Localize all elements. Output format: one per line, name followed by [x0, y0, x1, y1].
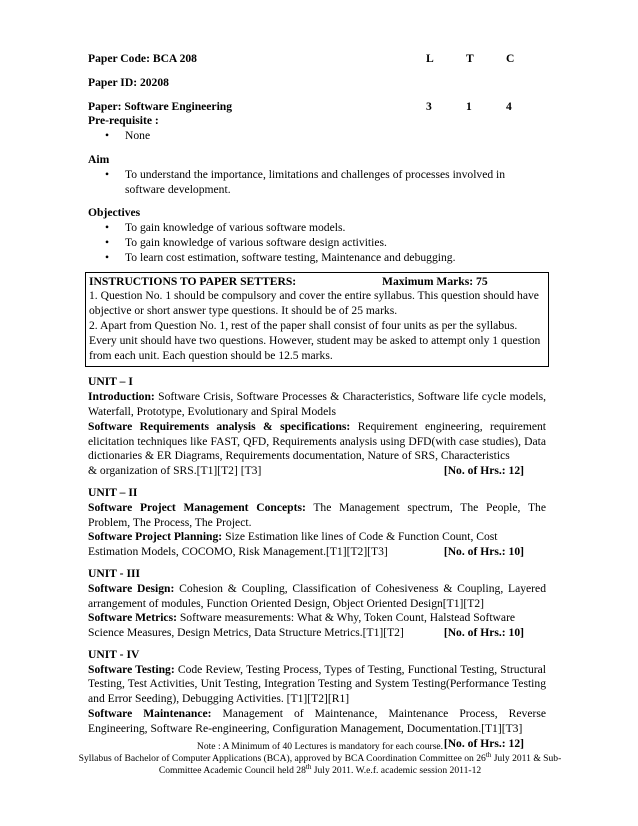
footer-note: Note : A Minimum of 40 Lectures is mandatory for each course. [196, 741, 444, 752]
hours-label: [No. of Hrs.: 10] [443, 545, 524, 559]
unit-title: UNIT - IV [88, 647, 140, 661]
footer-council-text: Committee Academic Council held 28 [158, 765, 306, 776]
topic-body-end: Estimation Models, COCOMO, Risk Management.[T1][T2][T3] [88, 545, 388, 559]
unit-title: UNIT – II [88, 485, 138, 499]
topic-body-end: Science Measures, Design Metrics, Data Structure Metrics.[T1][T2] [88, 626, 404, 640]
hours-label: [No. of Hrs.: 10] [443, 626, 524, 640]
paper-id: Paper ID: 20208 [88, 75, 169, 89]
unit-title: UNIT - III [88, 566, 140, 580]
footer-council-line [70, 762, 570, 777]
footer-council-text-2: July 2011. W.e.f. academic session 2011-12 [311, 765, 482, 776]
topic-title: Software Metrics: [88, 611, 177, 625]
footer-approval-line [70, 750, 570, 765]
footer-approval-text: Syllabus of Bachelor of Computer Applications (BCA), approved by BCA Coordination Committee on 26 [78, 753, 486, 764]
topic-title: Introduction: [88, 390, 155, 404]
unit-4 [88, 648, 546, 752]
topic-title: Software Project Management Concepts: [88, 500, 306, 514]
topic-body: Cohesion & Coupling, Classification of Cohesiveness & Coupling, Layered arrangement of modules, Function Oriented Design, Object Oriented Design[T1][T2] [88, 581, 546, 610]
topic-title: Software Requirements analysis & specifications: [88, 419, 351, 433]
topic-body: Requirement engineering, requirement elicitation techniques like FAST, QFD, Requirements analysis using DFD(with case studies), Data dictionaries & ER Diagrams, Requirements documentation, Nature of SRS, Characteristics [88, 419, 546, 463]
topic-body: Size Estimation like lines of Code & Function Count, Cost [222, 530, 498, 544]
hours-label: [No. of Hrs.: 12] [443, 464, 524, 478]
col-t-header: T [466, 52, 474, 65]
hours-label: [No. of Hrs.: 12] [443, 736, 524, 750]
topic-body: Software Crisis, Software Processes & Characteristics, Software life cycle models, Waterfall, Prototype, Evolutionary and Spiral Models [88, 390, 546, 418]
list-item: • To gain knowledge of various software models. [88, 221, 546, 236]
syllabus-page [88, 52, 546, 751]
col-t-value: 1 [466, 99, 472, 113]
topic-body: Management of Maintenance, Maintenance Process, Reverse Engineering, Software Re-engineering, Configuration Management, Documentation.[T1][T3] [88, 707, 546, 735]
page-footer [70, 741, 570, 777]
paper-id-row [88, 76, 546, 91]
instruction-2: 2. Apart from Question No. 1, rest of the paper shall consist of four units as per the syllabus. Every unit should have two questions. However, student may be asked to attempt only 1 question from each unit. Each question should be 12.5 marks. [89, 318, 541, 362]
list-item: • To learn cost estimation, software testing, Maintenance and debugging. [88, 251, 546, 266]
list-item: • None [88, 129, 546, 144]
topic-body-end: & organization of SRS.[T1][T2] [T3] [88, 464, 262, 478]
list-item: • To understand the importance, limitations and challenges of processes involved in software development. [88, 168, 546, 198]
col-l-header: L [426, 52, 434, 65]
objectives-title: Objectives [88, 206, 141, 220]
col-l-value: 3 [426, 99, 432, 113]
maximum-marks: Maximum Marks: 75 [382, 274, 488, 288]
paper-name-row [88, 100, 546, 115]
col-c-header: C [506, 52, 515, 65]
unit-1 [88, 375, 546, 479]
topic-body: Software measurements: What & Why, Token Count, Halstead Software [176, 611, 516, 625]
instruction-1: 1. Question No. 1 should be compulsory and cover the entire syllabus. This question should have objective or short answer type questions. It should be of 25 marks. [89, 289, 539, 318]
footer-superscript: th [305, 762, 312, 771]
unit-2 [88, 486, 546, 560]
instructions-title: INSTRUCTIONS TO PAPER SETTERS: [89, 274, 297, 288]
paper-code-row [88, 52, 546, 67]
topic-body: Code Review, Testing Process, Types of Testing, Functional Testing, Structural Testing, Test Activities, Unit Testing, Integration Testing and System Testing(Performance Testing and Error Seeding), Debugging Activities. [T1][T2][R1] [88, 662, 546, 706]
topic-title: Software Design: [88, 581, 175, 595]
prereq-list [88, 129, 546, 144]
unit-title: UNIT – I [88, 375, 133, 389]
prereq-title: Pre-requisite : [88, 114, 159, 128]
topic-title: Software Project Planning: [88, 530, 223, 544]
unit-3 [88, 567, 546, 641]
paper-name: Paper: Software Engineering [88, 99, 233, 113]
col-c-value: 4 [506, 99, 512, 113]
list-item: • To gain knowledge of various software design activities. [88, 236, 546, 251]
footer-superscript: th [485, 750, 492, 759]
footer-approval-text-2: July 2011 & Sub- [491, 753, 562, 764]
paper-code: Paper Code: BCA 208 [88, 52, 197, 65]
instructions-box [85, 272, 549, 368]
aim-list [88, 168, 546, 198]
objectives-list [88, 221, 546, 265]
topic-title: Software Testing: [88, 662, 175, 676]
topic-title: Software Maintenance: [88, 707, 212, 721]
aim-title: Aim [88, 152, 110, 166]
topic-body: The Management spectrum, The People, The Problem, The Process, The Project. [88, 500, 546, 529]
